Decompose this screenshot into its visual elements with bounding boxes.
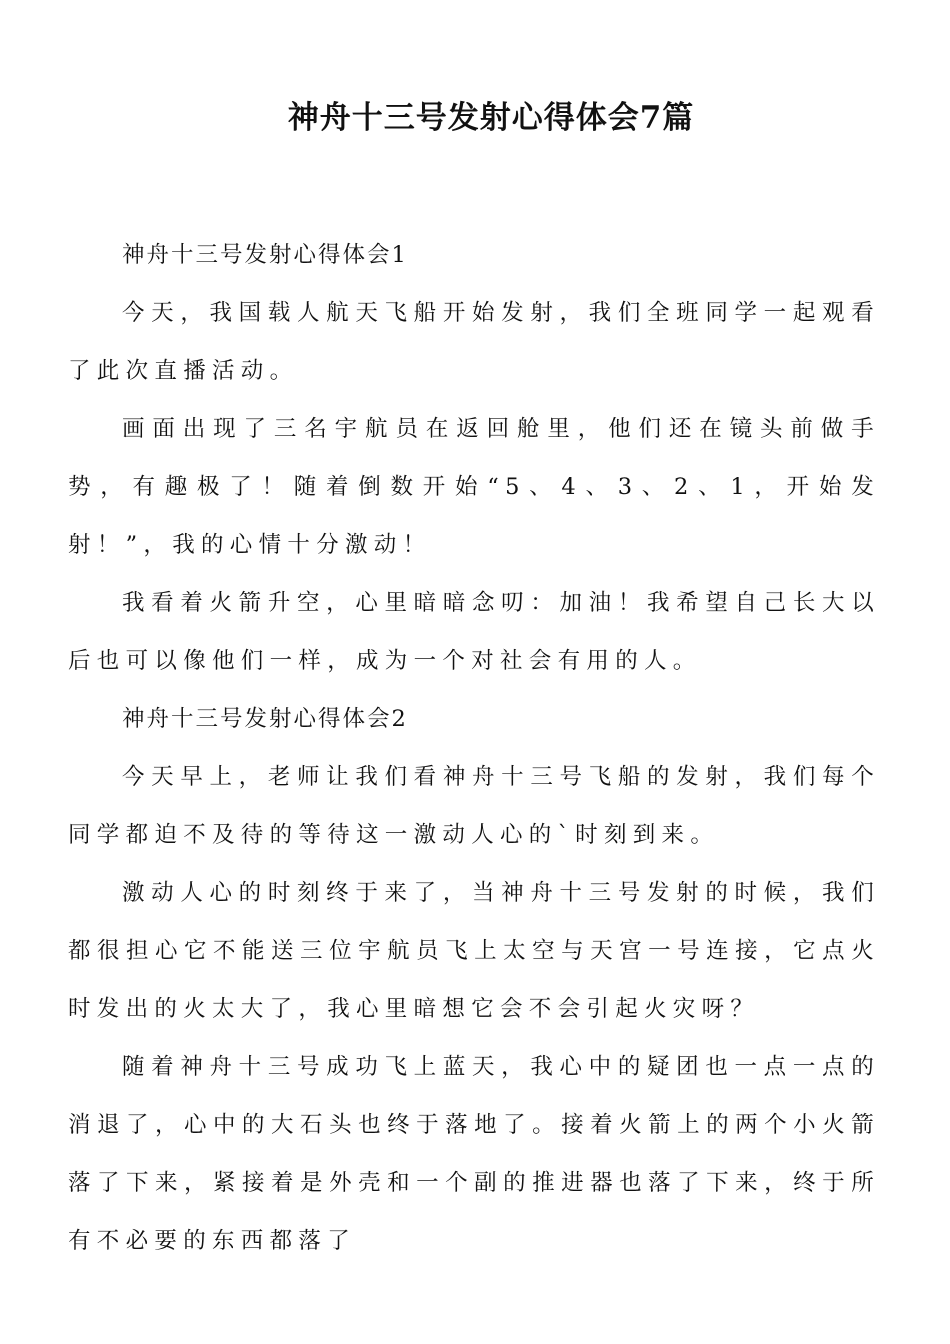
paragraph: 今天早上，老师让我们看神舟十三号飞船的发射，我们每个同学都迫不及待的等待这一激动人心的`时刻到来。 xyxy=(68,764,880,848)
paragraph: 我看着火箭升空，心里暗暗念叨：加油！我希望自己长大以后也可以像他们一样，成为一个对社会有用的人。 xyxy=(68,590,880,674)
document-body xyxy=(68,226,880,1270)
document-title: 神舟十三号发射心得体会7篇 xyxy=(287,100,695,136)
paragraph: 今天，我国载人航天飞船开始发射，我们全班同学一起观看了此次直播活动。 xyxy=(68,300,880,384)
section-heading-2: 神舟十三号发射心得体会2 xyxy=(122,706,408,732)
section-heading-1: 神舟十三号发射心得体会1 xyxy=(122,242,408,268)
paragraph: 随着神舟十三号成功飞上蓝天，我心中的疑团也一点一点的消退了，心中的大石头也终于落地了。接着火箭上的两个小火箭落了下来，紧接着是外壳和一个副的推进器也落了下来，终于所有不必要的东西都落了 xyxy=(68,1054,880,1254)
paragraph: 画面出现了三名宇航员在返回舱里，他们还在镜头前做手势，有趣极了！随着倒数开始“5、4、3、2、1，开始发射！”，我的心情十分激动！ xyxy=(68,416,880,558)
paragraph: 激动人心的时刻终于来了，当神舟十三号发射的时候，我们都很担心它不能送三位宇航员飞上太空与天宫一号连接，它点火时发出的火太大了，我心里暗想它会不会引起火灾呀？ xyxy=(68,880,880,1022)
